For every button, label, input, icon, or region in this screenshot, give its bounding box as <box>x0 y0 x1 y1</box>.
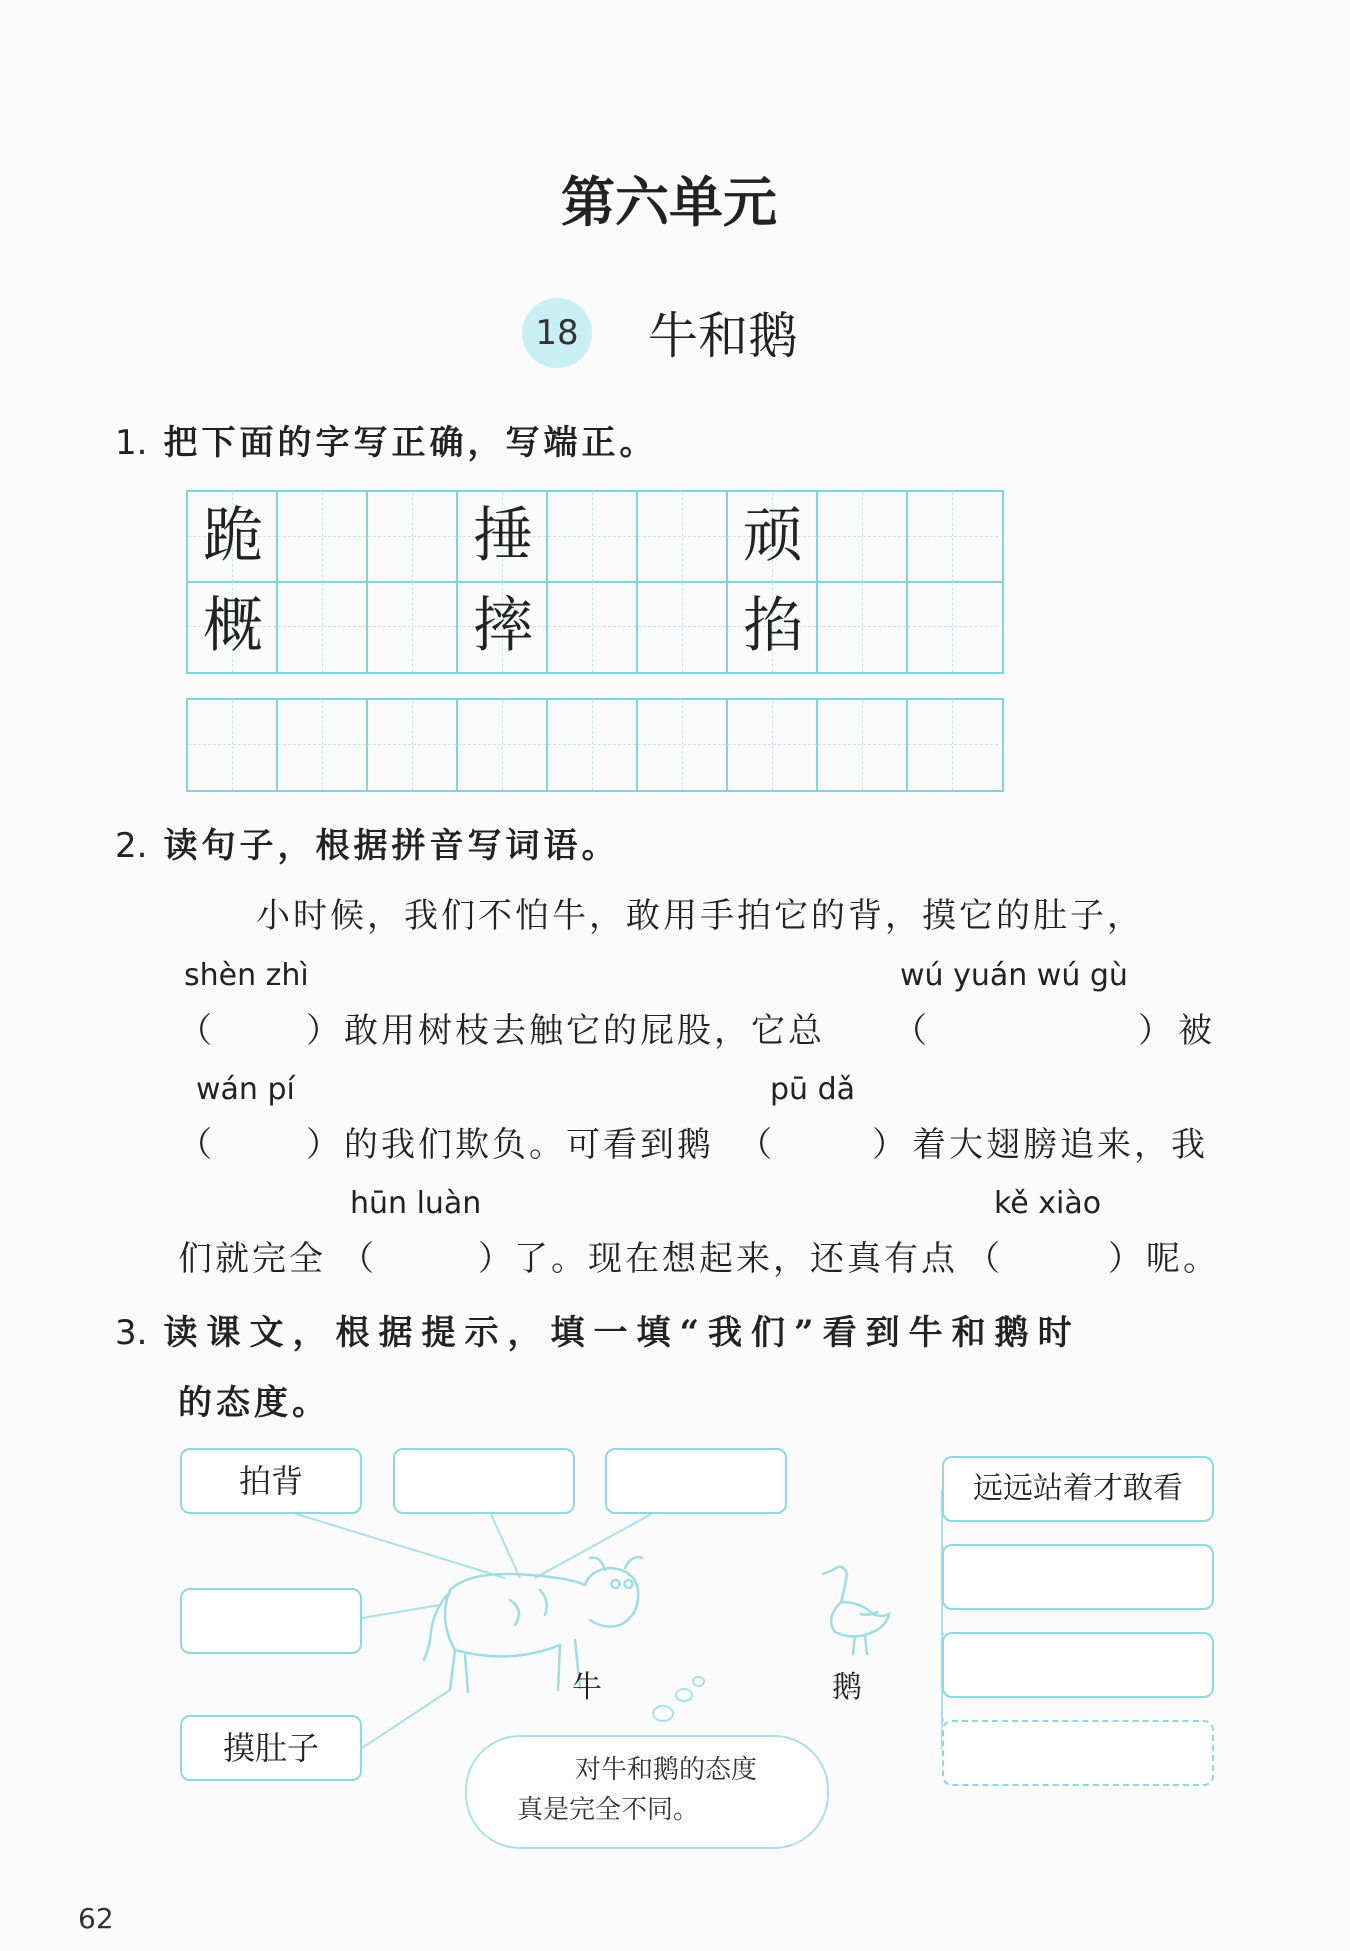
sentence-text: 被 <box>1178 1011 1215 1051</box>
cloud-text-line-2: 真是完全不同。 <box>517 1795 700 1825</box>
question-instruction: 读课文，根据提示，填一填“我们”看到牛和鹅时 <box>163 1313 1081 1353</box>
cow-illustration <box>410 1530 650 1710</box>
sentence-line-1: 小时候，我们不怕牛，敢用手拍它的背，摸它的肚子， <box>256 896 1144 936</box>
question-number: 2. <box>115 826 148 866</box>
pinyin-hint: shèn zhì <box>184 958 309 993</box>
paren-close: ） <box>306 1125 343 1165</box>
thought-bubble-dot <box>675 1688 693 1702</box>
cow-label: 牛 <box>572 1670 602 1705</box>
pinyin-hint: wán pí <box>196 1072 295 1107</box>
unit-title: 第六单元 <box>561 170 777 234</box>
paren-close: ） <box>1108 1239 1145 1279</box>
question-number: 3. <box>115 1313 148 1353</box>
cow-attitude-box: 拍背 <box>180 1448 362 1514</box>
paren-open: （ <box>893 1011 930 1051</box>
cow-attitude-box: 摸肚子 <box>180 1715 362 1781</box>
goose-attitude-input[interactable] <box>942 1720 1214 1786</box>
model-character: 捶 <box>473 501 533 571</box>
question-instruction: 读句子，根据拼音写词语。 <box>163 826 620 866</box>
page-number: 62 <box>78 1902 114 1935</box>
sentence-text: 的我们欺负。可看到鹅 <box>344 1125 714 1165</box>
cloud-text-line-1: 对牛和鹅的态度 <box>575 1755 758 1785</box>
model-character: 跪 <box>203 501 263 571</box>
paren-close: ） <box>306 1011 343 1051</box>
paren-open: （ <box>178 1011 215 1051</box>
model-character: 概 <box>203 591 263 661</box>
cow-attitude-input[interactable] <box>393 1448 575 1514</box>
thought-bubble-dot <box>692 1676 705 1687</box>
goose-attitude-input[interactable] <box>942 1544 1214 1610</box>
question-3-title-continued: 的态度。 <box>178 1383 330 1423</box>
paren-open: （ <box>966 1239 1003 1279</box>
pinyin-hint: wú yuán wú gù <box>900 958 1128 993</box>
goose-label: 鹅 <box>832 1670 862 1705</box>
pinyin-hint: pū dǎ <box>770 1072 856 1107</box>
lesson-title: 牛和鹅 <box>648 307 798 365</box>
paren-open: （ <box>738 1125 775 1165</box>
cow-attitude-input[interactable] <box>605 1448 787 1514</box>
sentence-text: 们就完全 <box>178 1239 326 1279</box>
paren-close: ） <box>1138 1011 1175 1051</box>
question-number: 1. <box>115 423 148 463</box>
paren-open: （ <box>178 1125 215 1165</box>
lesson-number-badge: 18 <box>522 298 592 368</box>
question-instruction: 把下面的字写正确，写端正。 <box>163 423 658 463</box>
paren-close: ） <box>478 1239 515 1279</box>
model-character: 掐 <box>743 591 803 661</box>
pinyin-hint: hūn luàn <box>350 1186 482 1221</box>
thought-bubble-dot <box>652 1705 674 1722</box>
goose-attitude-box: 远远站着才敢看 <box>942 1456 1214 1522</box>
model-character: 顽 <box>743 501 803 571</box>
thought-cloud <box>465 1735 829 1849</box>
sentence-text: 敢用树枝去触它的屁股，它总 <box>344 1011 825 1051</box>
cow-attitude-input[interactable] <box>180 1588 362 1654</box>
paren-open: （ <box>340 1239 377 1279</box>
sentence-text: 着大翅膀追来，我 <box>912 1125 1208 1165</box>
paren-close: ） <box>872 1125 909 1165</box>
goose-attitude-input[interactable] <box>942 1632 1214 1698</box>
model-character: 摔 <box>473 591 533 661</box>
sentence-text: 了。现在想起来，还真有点 <box>514 1239 958 1279</box>
pinyin-hint: kě xiào <box>994 1186 1102 1221</box>
goose-illustration <box>815 1558 895 1658</box>
sentence-text: 呢。 <box>1146 1239 1220 1279</box>
